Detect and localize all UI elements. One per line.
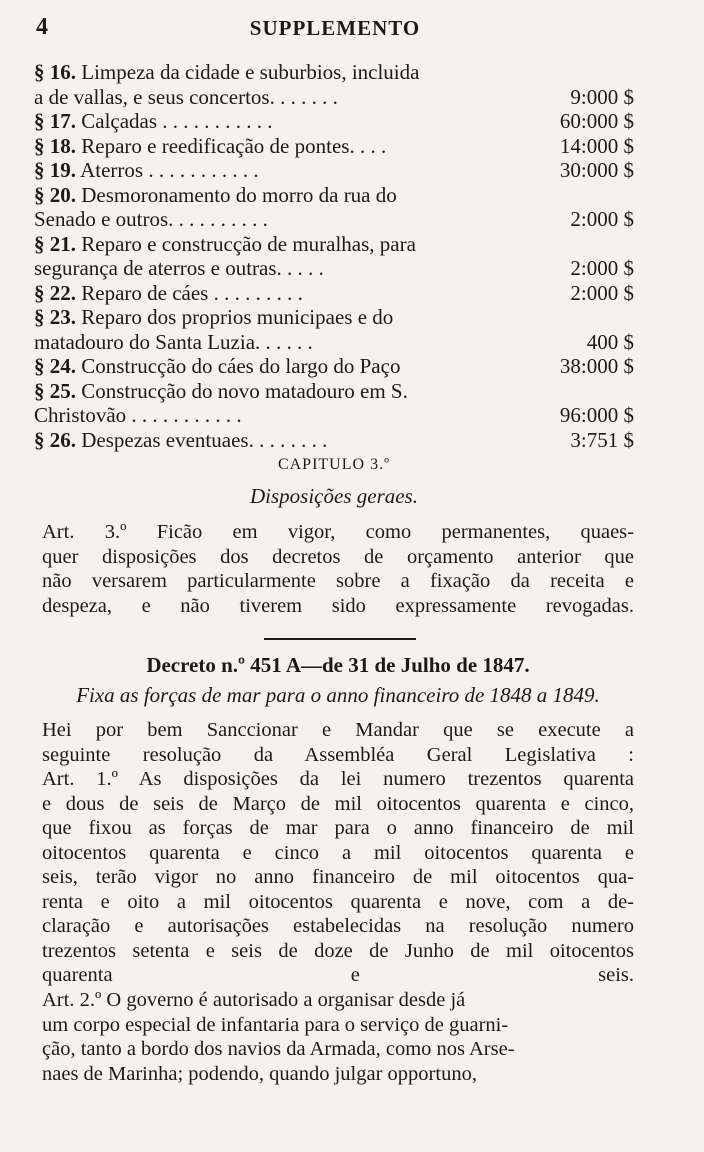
budget-item-section: § 19.: [34, 158, 76, 182]
budget-item-description: Reparo e reedificação de pontes. . . .: [81, 133, 387, 158]
page-header: [36, 14, 634, 50]
budget-item-description: Reparo de cáes . . . . . . . . .: [81, 280, 303, 305]
budget-item: [34, 305, 634, 354]
budget-item-description: Limpeza da cidade e suburbios, incluida a de vallas, e seus concertos. . . . . . .: [34, 60, 420, 109]
budget-item-value: 3:751 $: [570, 427, 634, 452]
budget-items-list: [34, 60, 634, 452]
budget-item: [34, 158, 634, 183]
decree-article-1-paragraph: Art. 1.º As disposições da lei numero trezentos quarenta e dous de seis de Março de mil oitocentos quarenta e cinco, que fixou as forças de mar para o anno financeiro de mil oitocentos quarenta e cinco a mil oitocentos quarenta e seis, terão vigor no anno financeiro de mil oitocentos qua- renta e oito a mil oitocentos quarenta e nove, com a de- claração e autorisações estabelecidas na resolução numero trezentos setenta e seis de doze de Junho de mil oitocentos quarenta e seis.: [42, 768, 634, 986]
chapter-label: CAPITULO 3.º: [277, 456, 391, 473]
running-title: SUPPLEMENTO: [249, 16, 421, 40]
budget-item-value: 14:000 $: [559, 133, 634, 158]
budget-item: [34, 134, 634, 159]
decree-title: Decreto n.º 451 A—de 31 de Julho de 1847.: [146, 653, 530, 677]
budget-item-description: Aterros . . . . . . . . . . .: [80, 158, 259, 182]
budget-item-value: 60:000 $: [559, 109, 634, 133]
budget-item: [34, 379, 634, 428]
budget-item-description: Desmoronamento do morro da rua do Senado e outros. . . . . . . . . .: [34, 182, 397, 231]
budget-item-value: 2:000 $: [570, 207, 634, 231]
budget-item-value: 2:000 $: [570, 280, 634, 305]
budget-item-section: § 23.: [34, 305, 76, 329]
budget-item-section: § 22.: [34, 280, 76, 305]
budget-item-section: § 18.: [34, 133, 76, 158]
budget-item-value: 38:000 $: [559, 354, 634, 378]
budget-item-section: § 26.: [34, 427, 76, 452]
budget-item-section: § 20.: [34, 182, 76, 207]
budget-item: [34, 354, 634, 379]
budget-item-section: § 16.: [34, 60, 76, 84]
budget-item-value: 96:000 $: [559, 403, 634, 427]
budget-item-section: § 17.: [34, 109, 76, 133]
budget-item-value: 9:000 $: [570, 84, 634, 109]
budget-item-section: § 21.: [34, 231, 76, 256]
page-number: 4: [36, 14, 48, 40]
decree-article-2-paragraph: Art. 2.º O governo é autorisado a organisar desde já um corpo especial de infantaria para o serviço de guarni- ção, tanto a bordo dos navios da Armada, como nos Arse- naes de Marinha; podendo, quando julgar opportuno,: [42, 989, 515, 1085]
budget-item: [34, 183, 634, 232]
chapter-title: Disposições geraes.: [250, 484, 418, 508]
budget-item: [34, 60, 634, 109]
budget-item-value: 30:000 $: [559, 158, 634, 182]
decree-subtitle: Fixa as forças de mar para o anno financeiro de 1848 a 1849.: [76, 683, 600, 707]
budget-item: [34, 232, 634, 281]
budget-item-description: Construcção do cáes do largo do Paço: [81, 354, 401, 378]
article-3-paragraph: Art. 3.º Ficão em vigor, como permanentes, quaes- quer disposições dos decretos de orçamento anterior que não versarem particularmente sobre a fixação da receita e despeza, e não tiverem sido expressamente revogadas.: [42, 521, 634, 617]
budget-item: [34, 109, 634, 134]
budget-item-description: Despezas eventuaes. . . . . . . .: [81, 427, 328, 452]
budget-item: [34, 281, 634, 306]
budget-item-description: Calçadas . . . . . . . . . . .: [81, 109, 273, 133]
budget-item-value: 2:000 $: [570, 256, 634, 280]
budget-item-description: Reparo e construcção de muralhas, para segurança de aterros e outras. . . . .: [34, 231, 416, 280]
budget-item-description: Reparo dos proprios municipaes e do matadouro do Santa Luzia. . . . . .: [34, 305, 394, 354]
budget-item: [34, 428, 634, 453]
budget-item-section: § 25.: [34, 378, 76, 403]
budget-item-section: § 24.: [34, 354, 76, 378]
budget-item-description: Construcção do novo matadouro em S. Christovão . . . . . . . . . . .: [34, 378, 408, 427]
budget-item-value: 400 $: [586, 329, 634, 354]
decree-intro-paragraph: Hei por bem Sanccionar e Mandar que se execute a seguinte resolução da Assembléa Geral Legislativa :: [42, 719, 634, 766]
section-divider: [264, 638, 416, 640]
